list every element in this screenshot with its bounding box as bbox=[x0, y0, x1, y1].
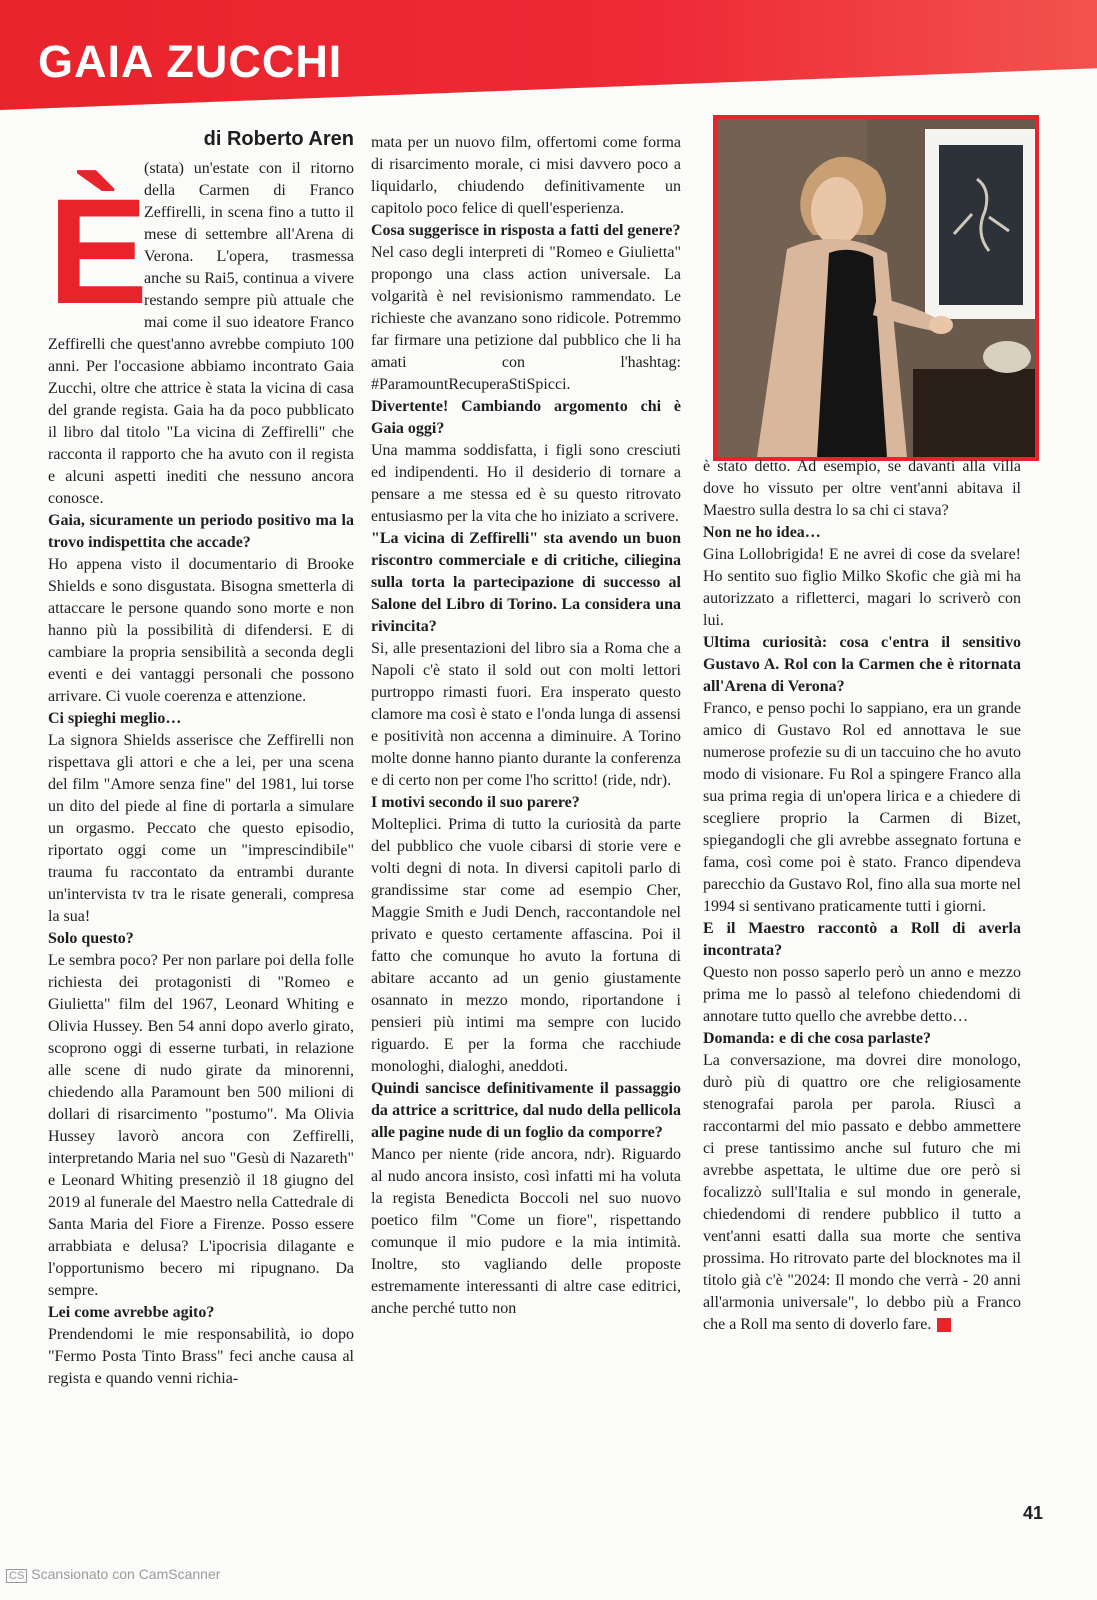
paragraph: Questo non posso saperlo però un anno e mezzo prima me lo passò al telefono chiedendomi di annotare tutto quello che avrebbe detto… bbox=[703, 964, 1021, 1025]
end-of-article-icon bbox=[937, 1318, 951, 1332]
interview-question: Lei come avrebbe agito? bbox=[48, 1304, 215, 1321]
article-column-3 bbox=[703, 456, 1021, 1336]
paragraph: mata per un nuovo film, offertomi come forma di risarcimento morale, ci misi davvero poco a liquidarlo, chiudendo definitivamente un capitolo poco felice di quell'esperienza. bbox=[371, 134, 681, 217]
paragraph: Nel caso degli interpreti di "Romeo e Giulietta" propongo una class action universale. La volgarità è nel revisionismo rammendato. Le richieste che avanzano sono ridicole. Potremmo far firmare una petizione dal pubblico che li ha amati con l'hashtag: #ParamountRecuperaStiSpicci. bbox=[371, 244, 681, 393]
paragraph: (stata) un'estate con il ritorno della Carmen di Franco Zeffirelli, in scena fino a tutto il mese di settembre all'Arena di Verona. L'opera, trasmessa anche su Rai5, continua a vivere restando sempre più attuale che mai come il suo ideatore Franco Zeffirelli che quest'anno avrebbe compiuto 100 anni. Per l'occasione abbiamo incontrato Gaia Zucchi, oltre che attrice è stata la vicina di casa del grande regista. Gaia ha da poco pubblicato il libro dal titolo "La vicina di Zeffirelli" che racconta il rapporto che ha avuto con il regista e alcuni aspetti inediti che nessuno ancora conosce. bbox=[48, 160, 354, 507]
article-column-1 bbox=[48, 128, 354, 1390]
interview-question: Cosa suggerisce in risposta a fatti del genere? bbox=[371, 222, 681, 239]
interview-question: "La vicina di Zeffirelli" sta avendo un buon riscontro commerciale e di critiche, ciliegina sulla torta la partecipazione di successo al Salone del Libro di Torino. La considera una rivincita? bbox=[371, 530, 681, 635]
byline: di Roberto Aren bbox=[203, 128, 354, 150]
paragraph: è stato detto. Ad esempio, se davanti alla villa dove ho vissuto per oltre vent'anni abitava il Maestro sulla destra lo sa chi ci stava? bbox=[703, 458, 1021, 519]
paragraph: Le sembra poco? Per non parlare poi della folle richiesta dei protagonisti di "Romeo e Giulietta" film del 1967, Leonard Whiting e Olivia Hussey. Ben 54 anni dopo averlo girato, scoprono oggi di esserne turbati, in relazione alle scene di nudo girate da minorenni, chiedendo alla Paramount ben 500 milioni di dollari di risarcimento "postumo". Ma Olivia Hussey lavorò ancora con Zeffirelli, interpretando Maria nel suo "Gesù di Nazareth" e Leonard Whiting presenziò il 18 giugno del 2019 al funerale del Maestro nella Cattedrale di Santa Maria del Fiore a Firenze. Posso essere arrabbiata e delusa? L'ipocrisia dilagante e l'opportunismo becero mi ripugnano. Da sempre. bbox=[48, 952, 354, 1299]
drop-cap-container bbox=[48, 164, 149, 335]
interview-question: Ci spieghi meglio… bbox=[48, 710, 182, 727]
drop-cap: È bbox=[48, 167, 149, 335]
paragraph: Gina Lollobrigida! E ne avrei di cose da svelare! Ho sentito suo figlio Milko Skofic che già mi ha autorizzato a rifletterci, magari lo scriverò con lui. bbox=[703, 546, 1021, 629]
interview-question: Gaia, sicuramente un periodo positivo ma la trovo indispettita che accade? bbox=[48, 512, 354, 551]
interview-question: Domanda: e di che cosa parlaste? bbox=[703, 1030, 931, 1047]
paragraph: Molteplici. Prima di tutto la curiosità da parte del pubblico che vuole cibarsi di storie vere e volti degni di nota. In diversi capitoli parlo di grandissime star come ad esempio Cher, Maggie Smith e Judi Dench, raccontandole nel privato e questo certamente affascina. Poi il fatto che comunque ho avuto la fortuna di abitare accanto ad un genio giustamente osannato in mezzo mondo, riportandone i pensieri più intimi ma sempre con lucido riguardo. E per la forma che racchiude monologhi, dialoghi, aneddoti. bbox=[371, 816, 681, 1075]
paragraph: Una mamma soddisfatta, i figli sono cresciuti ed indipendenti. Ho il desiderio di tornare a pensare a me stessa ed è su questo ritrovato entusiasmo per la vita che ho iniziato a scrivere. bbox=[371, 442, 681, 525]
paragraph: La conversazione, ma dovrei dire monologo, durò più di quattro ore che religiosamente stenografai parola per parola. Riuscì a raccontarmi del mio passato e debbo ammettere ci prese tantissimo anche sul futuro che mi avrebbe aspettata, le ultime due ore però si focalizzò sull'Italia e sul mondo in generale, chiedendomi di rendere pubblico il tutto a vent'anni esatti dalla sua morte che sentiva prossima. Ho ritrovato parte del blocknotes ma il titolo già c'è "2024: Il mondo che verrà - 20 anni all'armonia universale", lo debbo più a Franco che a Roll ma sento di doverlo fare. bbox=[703, 1052, 1021, 1333]
paragraph: Manco per niente (ride ancora, ndr). Riguardo al nudo ancora insisto, così infatti mi ha voluta la regista Benedicta Boccoli nel suo nuovo poetico film "Come un fiore", rispettando comunque il mio pudore e la mia intimità. Inoltre, sto vagliando delle proposte estremamente interessanti di altre case editrici, anche perché tutto non bbox=[371, 1146, 681, 1317]
photo-hands bbox=[929, 316, 953, 334]
scanner-text: Scansionato con CamScanner bbox=[31, 1566, 221, 1582]
article-column-2 bbox=[371, 132, 681, 1320]
paragraph: Franco, e penso pochi lo sappiano, era un grande amico di Gustavo Rol ed annottava le sue numerose profezie su di un taccuino che ho avuto modo di visionare. Fu Rol a spingere Franco alla sua prima regia di un'opera lirica e a chiedere di scegliere proprio la Carmen di Bizet, spiegandogli che gli avrebbe assegnato fortuna e fama, così come poi è stato. Franco dipendeva parecchio da Gustavo Rol, fino alla sua morte nel 1994 si sentivano praticamente tutti i giorni. bbox=[703, 700, 1021, 915]
scanner-watermark bbox=[6, 1566, 220, 1583]
paragraph: Ho appena visto il documentario di Brooke Shields e sono disgustata. Bisogna smetterla di attaccare le persone quando sono morte e non hanno più la possibilità di difendersi. E di cambiare la propria sensibilità a seconda degli eventi e dei vantaggi personali che possono arrivare. Ci vuole coerenza e attenzione. bbox=[48, 556, 354, 705]
paragraph: La signora Shields asserisce che Zeffirelli non rispettava gli attori e che a lei, per una scena del film "Amore senza fine" del 1981, lui torse un dito del piede al fine di portarla a simulare un orgasmo. Peccato che questo episodio, riportato oggi come un "imprescindibile" trauma fu raccontato da entrambi durante un'intervista tv tra le risate generali, compresa la sua! bbox=[48, 732, 354, 925]
page-number: 41 bbox=[1022, 1503, 1043, 1523]
paragraph: Prendendomi le mie responsabilità, io dopo "Fermo Posta Tinto Brass" feci anche causa al regista e quando venni richia- bbox=[48, 1326, 354, 1387]
photo-face bbox=[811, 177, 863, 245]
interview-question: Quindi sancisce definitivamente il passaggio da attrice a scrittrice, dal nudo della pellicola alle pagine nude di un foglio da comporre? bbox=[371, 1080, 681, 1141]
interview-question: I motivi secondo il suo parere? bbox=[371, 794, 580, 811]
interview-question: Solo questo? bbox=[48, 930, 134, 947]
interview-question: E il Maestro raccontò a Roll di averla incontrata? bbox=[703, 920, 1021, 959]
paragraph: Si, alle presentazioni del libro sia a Roma che a Napoli c'è stato il sold out con molti lettori purtroppo rimasti fuori. Era insperato questo clamore ma così è stato e l'onda lunga di assensi e positività non accenna a diminuire. A Torino molte donne hanno pianto durante la conferenza e di certo non per come l'ho scritto! (ride, ndr). bbox=[371, 640, 681, 789]
article-title: GAIA ZUCCHI bbox=[38, 36, 343, 87]
interview-question: Ultima curiosità: cosa c'entra il sensitivo Gustavo A. Rol con la Carmen che è ritornata all'Arena di Verona? bbox=[703, 634, 1021, 695]
scanner-badge: CS bbox=[6, 1569, 27, 1583]
portrait-illustration bbox=[717, 119, 1035, 457]
photo-vase bbox=[983, 341, 1031, 373]
interview-question: Non ne ho idea… bbox=[703, 524, 821, 541]
interview-question: Divertente! Cambiando argomento chi è Gaia oggi? bbox=[371, 398, 681, 437]
photo-cabinet bbox=[913, 369, 1035, 457]
portrait-photo bbox=[713, 115, 1039, 461]
